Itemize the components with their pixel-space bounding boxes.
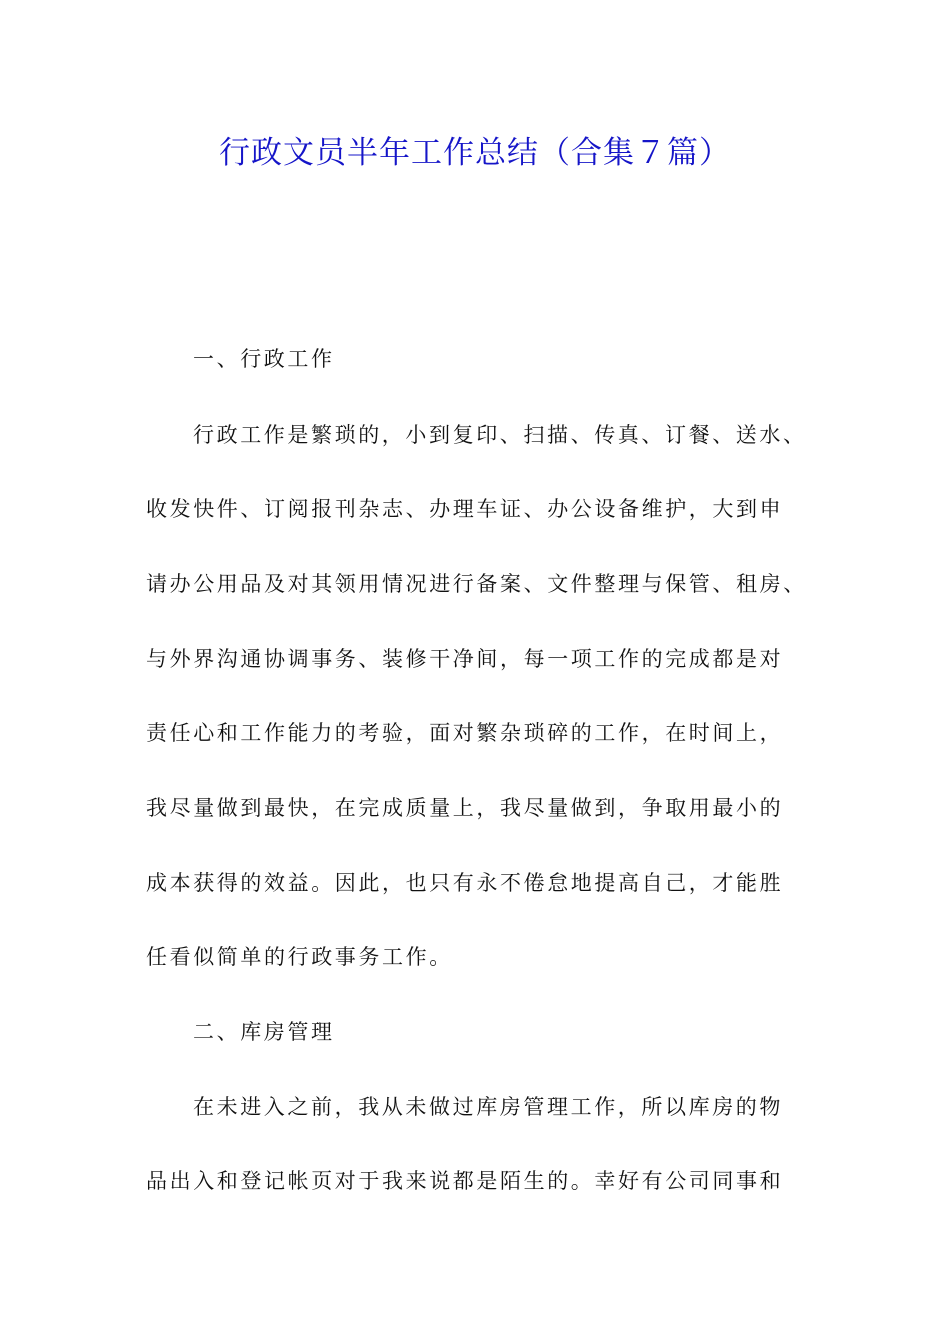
paragraph-line: 收发快件、订阅报刊杂志、办理车证、办公设备维护，大到申 [146,497,784,521]
paragraph-line: 我尽量做到最快，在完成质量上，我尽量做到，争取用最小的 [146,796,784,820]
section-heading-warehouse: 二、库房管理 [193,1020,335,1044]
paragraph-line: 行政工作是繁琐的，小到复印、扫描、传真、订餐、送水、 [193,423,807,447]
paragraph-line: 在未进入之前，我从未做过库房管理工作，所以库房的物 [193,1095,783,1119]
document-title: 行政文员半年工作总结（合集７篇） [219,135,731,171]
paragraph-line: 与外界沟通协调事务、装修干净间，每一项工作的完成都是对 [146,647,784,671]
paragraph-line: 责任心和工作能力的考验，面对繁杂琐碎的工作，在时间上， [146,721,784,745]
paragraph-line: 请办公用品及对其领用情况进行备案、文件整理与保管、租房、 [146,572,807,596]
paragraph-line: 品出入和登记帐页对于我来说都是陌生的。幸好有公司同事和 [146,1169,784,1193]
paragraph-line: 成本获得的效益。因此，也只有永不倦怠地提高自己，才能胜 [146,871,784,895]
section-heading-admin-work: 一、行政工作 [193,347,335,371]
paragraph-line: 任看似简单的行政事务工作。 [146,945,453,969]
